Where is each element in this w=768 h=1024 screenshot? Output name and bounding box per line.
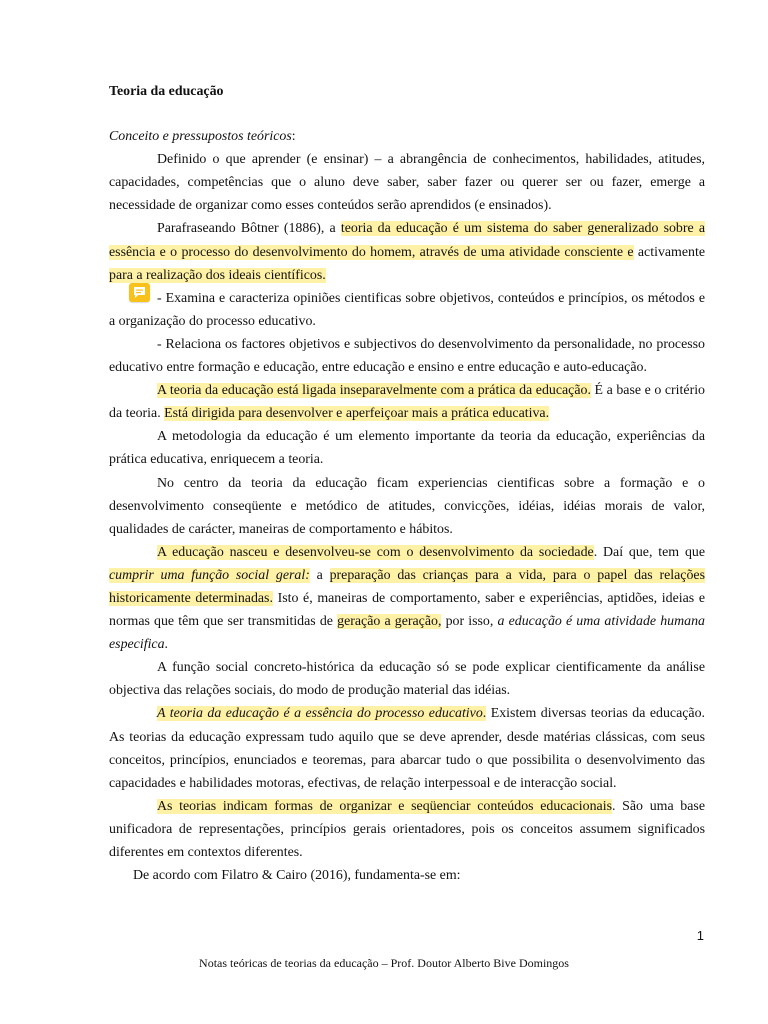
highlight-p5-2[interactable]: Está dirigida para desenvolver e aperfeiçoar mais a prática educativa. [164,406,550,422]
p2-text-b: activamente [633,244,705,260]
highlight-p5-1[interactable]: A teoria da educação está ligada inseparavelmente com a prática da educação. [157,383,591,399]
paragraph-12: De acordo com Filatro & Cairo (2016), fundamenta-se em: [133,868,461,884]
highlight-p8-3[interactable]: geração a geração, [337,614,442,630]
subtitle-colon: : [291,129,296,145]
p8-text-a: . Daí que, tem que [593,544,705,560]
p2-text-a: Parafraseando Bôtner (1886), a [157,221,341,237]
highlight-p8-italic[interactable]: cumprir uma função social geral: [109,567,310,583]
highlight-p2-2[interactable]: para a realização dos ideais científicos. [109,267,326,283]
paragraph-11 [109,795,705,864]
paragraph-9: A função social concreto-histórica da educação só se pode explicar cientificamente da análise objectiva das relações sociais, do modo de produção material das idéias. [109,660,705,699]
p8-italic: a educação é uma atividade humana especifica [109,614,705,653]
p10-text-a: Existem diversas teorias da educação. As teorias da educação expressam tudo aquilo que se deve aprender, desde matérias clássicas, com seus conceitos, princípios, enunciados e teoremas, para abarcar tudo o que possibilita o desenvolvimento das capacidades e habilidades motoras, efectivas, de relação interpessoal e de interacção social. [109,706,705,791]
paragraph-3: - Examina e caracteriza opiniões cientificas sobre objetivos, conteúdos e princípios, os métodos e a organização do processo educativo. [109,290,705,329]
highlight-p10-dot[interactable]: . [482,706,487,722]
p8-text-c: Isto é, maneiras de comportamento, saber e experiências, aptidões, ideias e normas que têm que ser transmitidas de [109,590,705,630]
p8-text-b: a [309,567,330,583]
document-title: Teoria da educação [109,84,224,99]
highlight-p8-1[interactable]: A educação nasceu e desenvolveu-se com o desenvolvimento da sociedade [157,544,594,560]
page-number: 1 [696,928,704,943]
highlight-p2-1[interactable]: teoria da educação é um sistema do saber generalizado sobre a essência e o processo do desenvolvimento do homem, através de uma atividade consciente e [109,221,705,260]
p8-text-e: . [164,637,169,653]
p11-text-a: . São uma base unificadora de representações, princípios gerais orientadores, pois os conceitos assumem significados diferentes em contextos diferentes. [109,798,705,860]
subtitle-text: Conceito e pressupostos teóricos [109,129,292,145]
page-footer: Notas teóricas de teorias da educação – Prof. Doutor Alberto Bive Domingos [199,956,569,970]
highlight-p10-italic[interactable]: A teoria da educação é a essência do processo educativo [157,706,483,722]
paragraph-5 [109,379,705,425]
paragraph-4: - Relaciona os factores objetivos e subjectivos do desenvolvimento da personalidade, no processo educativo entre formação e educação, entre educação e ensino e entre educação e auto-educação. [109,336,705,376]
paragraph-1: Definido o que aprender (e ensinar) – a abrangência de conhecimentos, habilidades, atitudes, capacidades, competências que o aluno deve saber, saber fazer ou querer ser ou fazer, emerge a necessidade de organizar como esses conteúdos serão aprendidos (e ensinados). [109,152,705,214]
document-page [109,80,705,887]
p8-text-d: por isso, [441,614,498,630]
paragraph-2 [109,217,705,286]
comment-icon[interactable] [129,283,150,302]
p5-text-a: É a base e o critério da teoria. [109,383,705,422]
paragraph-8 [109,541,705,656]
document-subtitle [109,125,705,148]
highlight-p11[interactable]: As teorias indicam formas de organizar e seqüenciar conteúdos educacionais [157,798,612,814]
paragraph-6: A metodologia da educação é um elemento importante da teoria da educação, experiências da prática educativa, enriquecem a teoria. [109,429,705,468]
paragraph-10 [109,702,705,794]
highlight-p8-2[interactable]: preparação das crianças para a vida, para o papel das relações historicamente determinadas. [109,567,705,606]
comment-bubble-icon [133,286,146,299]
paragraph-7: No centro da teoria da educação ficam experiencias cientificas sobre a formação e o desenvolvimento conseqüente e metódico de atitudes, convicções, idéias, idéias morais de valor, qualidades de carácter, maneiras de comportamento e hábitos. [109,475,705,537]
